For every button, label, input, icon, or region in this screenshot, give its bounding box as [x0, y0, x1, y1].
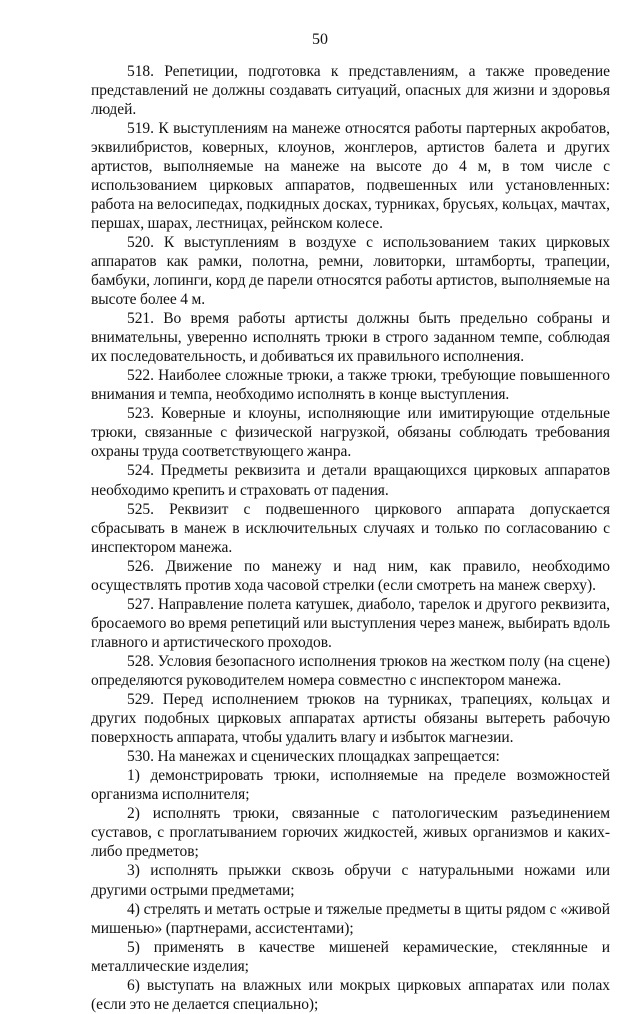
paragraph-528: 528. Условия безопасного исполнения трюков на жестком полу (на сцене) определяются руководителем номера совместно с инспектором манежа.	[91, 652, 610, 689]
paragraph-523: 523. Коверные и клоуны, исполняющие или имитирующие отдельные трюки, связанные с физической нагрузкой, обязаны соблюдать требования охраны труда соответствующего жанра.	[91, 405, 610, 461]
paragraph-527: 527. Направление полета катушек, диаболо, тарелок и другого реквизита, бросаемого во время репетиций или выступления через манеж, выбирать вдоль главного и артистического проходов.	[91, 595, 611, 651]
paragraph-520: 520. К выступлениям в воздухе с использованием таких цирковых аппаратов как рамки, полотна, ремни, ловиторки, штамборты, трапеции, бамбуки, лопинги, корд де парели относятся работы артистов, выполняемые на высоте более 4 м.	[91, 233, 610, 309]
paragraph-521: 521. Во время работы артисты должны быть предельно собраны и внимательны, уверенно исполнять трюки в строго заданном темпе, соблюдая их последовательность, и добиваться их правильного исполнения.	[91, 310, 610, 366]
paragraph-525: 525. Реквизит с подвешенного циркового аппарата допускается сбрасывать в манеж в исключительных случаях и только по согласованию с инспектором манежа.	[91, 500, 610, 556]
paragraph-519: 519. К выступлениям на манеже относятся работы партерных акробатов, эквилибристов, коверных, клоунов, жонглеров, артистов балета и других артистов, выполняемые на манеже на высоте до 4 м, в том числе с использованием цирковых аппаратов, подвешенных или установленных: работа на велосипедах, подкидных досках, турниках, брусьях, кольцах, мачтах, першах, шарах, лестницах, рейнском колесе.	[91, 119, 610, 232]
list-item-6: 6) выступать на влажных или мокрых цирковых аппаратах или полах (если это не делается специально);	[91, 976, 610, 1013]
paragraph-526: 526. Движение по манежу и над ним, как правило, необходимо осуществлять против хода часовой стрелки (если смотреть на манеж сверху).	[91, 557, 610, 594]
paragraph-529: 529. Перед исполнением трюков на турниках, трапециях, кольцах и других подобных цирковых аппаратах артисты обязаны вытереть рабочую поверхность аппарата, чтобы удалить влагу и избыток магнезии.	[91, 691, 610, 747]
paragraph-522: 522. Наиболее сложные трюки, а также трюки, требующие повышенного внимания и темпа, необходимо исполнять в конце выступления.	[91, 367, 610, 404]
list-item-3: 3) исполнять прыжки сквозь обручи с натуральными ножами или другими острыми предметами;	[91, 862, 610, 899]
document-body	[91, 62, 610, 1014]
paragraph-524: 524. Предметы реквизита и детали вращающихся цирковых аппаратов необходимо крепить и страховать от падения.	[91, 462, 610, 499]
paragraph-518: 518. Репетиции, подготовка к представлениям, а также проведение представлений не должны создавать ситуаций, опасных для жизни и здоровья людей.	[91, 62, 610, 118]
list-item-4: 4) стрелять и метать острые и тяжелые предметы в щиты рядом с «живой мишенью» (партнерами, ассистентами);	[91, 900, 610, 937]
paragraph-530: 530. На манежах и сценических площадках запрещается:	[127, 748, 500, 766]
list-item-2: 2) исполнять трюки, связанные с патологическим разъединением суставов, с проглатыванием горючих жидкостей, живых организмов и каких-либо предметов;	[91, 805, 610, 861]
list-item-1: 1) демонстрировать трюки, исполняемые на пределе возможностей организма исполнителя;	[91, 767, 610, 804]
page-number: 50	[312, 31, 328, 48]
list-item-5: 5) применять в качестве мишеней керамические, стеклянные и металлические изделия;	[91, 938, 610, 975]
